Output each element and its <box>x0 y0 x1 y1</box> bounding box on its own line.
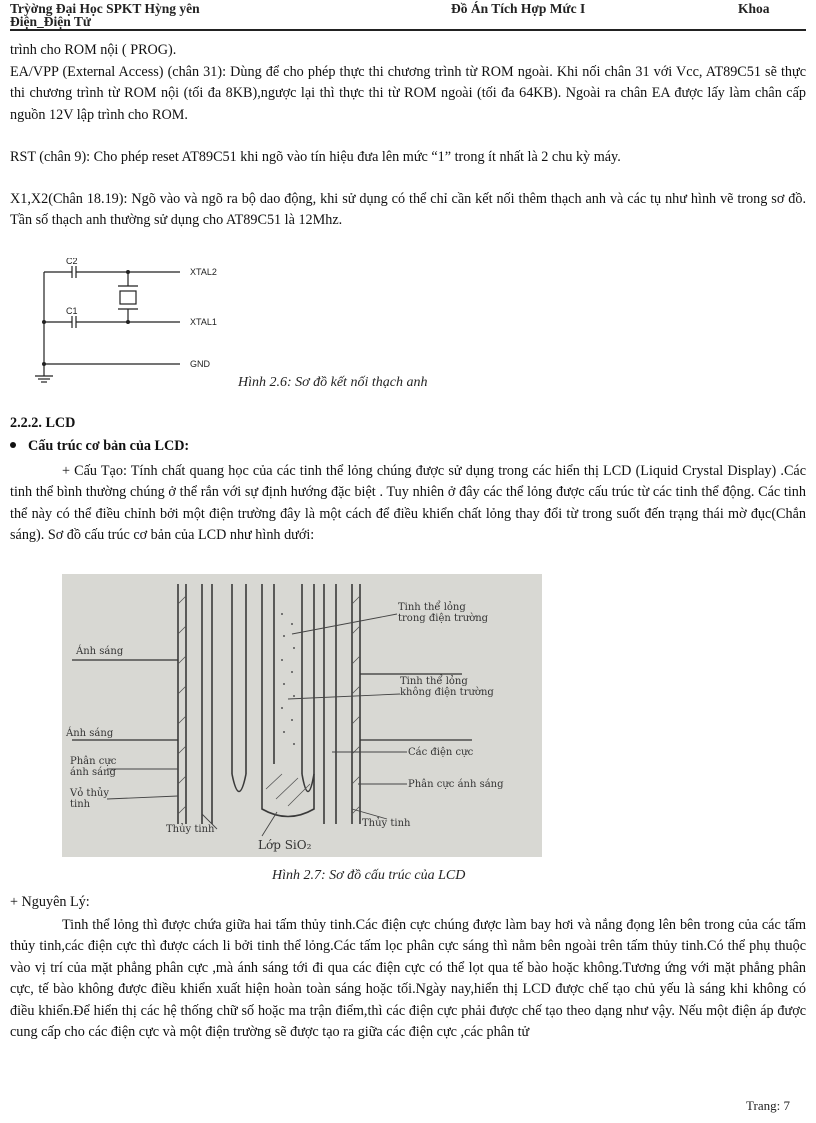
bullet-heading <box>10 438 189 455</box>
header-school-name: Trỳờng Đại Học SPKT Hỳng yên <box>10 1 200 16</box>
label-xtal2: XTAL2 <box>190 267 217 277</box>
paragraph-nguyen-ly: Tinh thể lỏng thì được chứa giữa hai tấm thủy tinh.Các điện cực chúng được làm bay hơi và nắng đọng lên bên trong của các tấm thủy tinh,các điện cực thì được cách li bởi tinh thể lỏng.Các tấm lọc phân cực sáng thì nằm bên ngoài trên tấm thủy tinh.Có thể phụ thuộc vào vị trí của mặt phẳng phân cực ,mà ánh sáng tới đi qua các điện cực có thể lọt qua tế bào hoặc không.Tương ứng với mặt phẳng phân cực, tế bào không được điều khiển xuất hiện hoàn toàn sáng hoặc tối.Ngày nay,hiển thị LCD được chế tạo chủ yếu là sáng khi không có điều khiển.Để hiển thị các hệ thống chữ số hoặc ma trận điểm,thì các điện cực phải được chế tạo theo dạng như vậy. Nếu một điện áp được cung cấp cho các điện cực và một điện trường sẽ được tạo ra giữa các điện cực ,các phân tử <box>10 917 806 1041</box>
paragraph-ea-vpp: EA/VPP (External Access) (chân 31): Dùng để cho phép thực thi chương trình từ ROM ngoài. Khi nối chân 31 với Vcc, AT89C51 sẽ thực thi chương trình từ ROM nội (tối đa 8KB),ngược lại thì thực thi từ ROM ngoài (tối đa 64KB). Ngoài ra chân EA được lấy làm chân cấp nguồn 12V lập trình cho ROM. <box>10 64 806 123</box>
figure-2-6-caption: Hình 2.6: Sơ đồ kết nối thạch anh <box>238 375 428 390</box>
crystal-schematic <box>30 258 240 388</box>
paragraph-nguyen-ly-heading: + Nguyên Lý: <box>10 894 90 910</box>
header-school <box>10 2 200 28</box>
bullet-icon <box>10 442 16 448</box>
header-project-title: Đồ Án Tích Hợp Mức I <box>451 1 586 16</box>
paragraph-x1-x2: X1,X2(Chân 18.19): Ngõ vào và ngõ ra bộ dao động, khi sử dụng có thể chỉ cần kết nối thêm thạch anh và các tụ như hình vẽ trong sơ đồ. Tần số thạch anh thường sử dụng cho AT89C51 là 12Mhz. <box>10 191 806 229</box>
label-electrodes: Các điện cực <box>408 747 474 758</box>
label-lc-in-field: Tinh thể lỏng trong điện trường <box>398 602 489 624</box>
label-c2: C2 <box>66 258 78 266</box>
paragraph-rst: RST (chân 9): Cho phép reset AT89C51 khi ngõ vào tín hiệu đưa lên mức “1” trong ít nhất là 2 chu kỳ máy. <box>10 149 621 165</box>
paragraph-cau-tao: + Cấu Tạo: Tính chất quang học của các tinh thể lỏng chúng được sử dụng trong các hiển thị LCD (Liquid Crystal Display) .Các tinh thể bình thường chúng ở thể rắn với sự định hướng đặc biệt . Tuy nhiên ở đây các thể lỏng được cấu trúc từ các tinh thể động. Các tinh thể này có thể điều chỉnh bởi một điện trường đây là một cách để điều khiển chất lỏng thay đổi từ trong suốt đến trạng thái mờ đục(Chắn sáng). Sơ đồ cấu trúc cơ bản của LCD như hình dưới: <box>10 463 806 544</box>
label-glass-left: Thủy tinh <box>166 824 215 835</box>
label-polarizer-left: Phân cực ánh sáng <box>70 756 117 778</box>
section-heading-lcd: 2.2.2. LCD <box>10 415 76 431</box>
label-lc-no-field: Tinh thể lỏng không điện trường <box>400 676 494 698</box>
header-faculty: Khoa <box>738 1 770 16</box>
label-glass-shell: Vỏ thủy tinh <box>70 788 109 810</box>
page-header <box>10 2 806 32</box>
page-number: Trang: 7 <box>746 1098 790 1113</box>
header-department: Điện_Điện Tử <box>10 14 91 29</box>
label-c1: C1 <box>66 306 78 316</box>
label-gnd: GND <box>190 359 210 369</box>
label-light-top: Ánh sáng <box>76 646 124 657</box>
label-polarizer-right: Phân cực ánh sáng <box>408 779 504 790</box>
label-sio2: Lớp SiO₂ <box>258 838 312 852</box>
label-xtal1: XTAL1 <box>190 317 217 327</box>
label-glass-right: Thủy tinh <box>362 818 411 829</box>
paragraph-prog: trình cho ROM nội ( PROG). <box>10 42 177 58</box>
figure-2-7-caption: Hình 2.7: Sơ đồ cấu trúc của LCD <box>272 868 466 883</box>
header-rule <box>10 29 806 31</box>
bullet-heading-text: Cấu trúc cơ bản của LCD: <box>28 438 190 454</box>
lcd-structure-figure <box>62 574 542 857</box>
label-light-mid: Ánh sáng <box>66 728 114 739</box>
